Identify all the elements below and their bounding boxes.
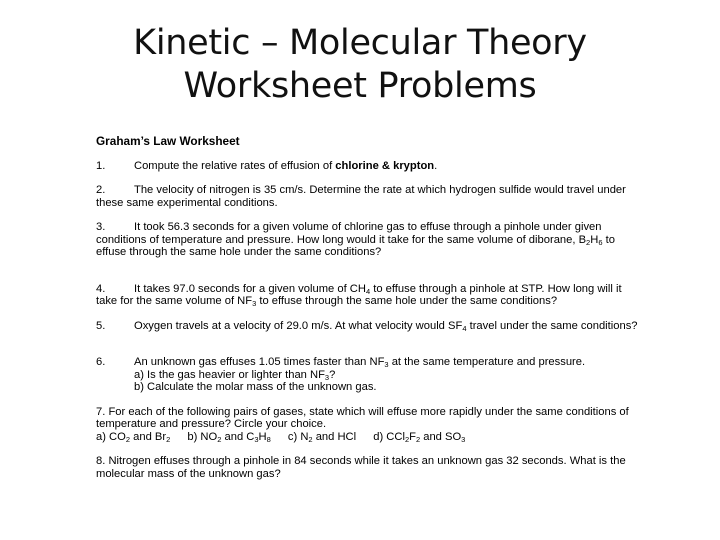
question-text: 8. Nitrogen effuses through a pinhole in 84 seconds while it takes an unknown gas 32 seconds. What is the molecular mass of the unknown gas? bbox=[96, 455, 626, 480]
question-text-end: . bbox=[434, 159, 438, 172]
question-1 bbox=[96, 160, 644, 173]
question-text: travel under the same conditions? bbox=[466, 319, 638, 332]
slide-title-line-2: Worksheet Problems bbox=[183, 66, 537, 106]
question-text: It takes 97.0 seconds for a given volume of CH bbox=[134, 282, 366, 295]
gas-pair-a bbox=[96, 431, 170, 443]
subscript: 3 bbox=[252, 299, 257, 308]
formula-part: H bbox=[258, 430, 267, 443]
question-number: 4. bbox=[96, 282, 106, 295]
question-text: An unknown gas effuses 1.05 times faster than NF bbox=[134, 356, 385, 368]
question-text: The velocity of nitrogen is 35 cm/s. Determine the rate at which hydrogen sulfide would travel under these same experimental conditions. bbox=[96, 184, 626, 209]
question-6 bbox=[96, 356, 644, 394]
subscript: 2 bbox=[586, 237, 591, 247]
question-7 bbox=[96, 406, 644, 444]
question-5 bbox=[96, 320, 644, 333]
question-text: It took 56.3 seconds for a given volume of chlorine gas to effuse through a pinhole under given conditions of temperature and pressure. How long would it take for the same volume of diborane, B bbox=[96, 221, 602, 246]
part-text: a) Is the gas heavier or lighter than NF bbox=[134, 368, 325, 381]
question-number: 3. bbox=[96, 221, 106, 233]
part-text-end: ? bbox=[329, 368, 336, 381]
subscript: 3 bbox=[384, 360, 389, 369]
question-3 bbox=[96, 221, 644, 259]
question-text: to effuse through the same hole under the same conditions? bbox=[256, 295, 558, 307]
subscript: 6 bbox=[598, 237, 603, 247]
part-text: b) Calculate the molar mass of the unknown gas. bbox=[134, 381, 377, 393]
subscript: 4 bbox=[365, 286, 371, 296]
subscript: 3 bbox=[254, 434, 259, 444]
formula-part: F bbox=[409, 430, 416, 443]
question-number: 2. bbox=[96, 184, 106, 196]
formula-part: and C bbox=[221, 430, 255, 443]
subscript: 2 bbox=[125, 434, 131, 444]
question-6-part-a bbox=[96, 369, 644, 382]
slide-title bbox=[0, 22, 720, 108]
question-text: 7. For each of the following pairs of gases, state which will effuse more rapidly under the same conditions of temperature and pressure? Circle your choice. bbox=[96, 405, 629, 430]
question-2 bbox=[96, 184, 644, 209]
formula-part: and Br bbox=[130, 430, 167, 443]
subscript: 2 bbox=[404, 434, 410, 444]
question-text: to effuse through the same hole under the same conditions? bbox=[96, 233, 615, 258]
formula-part: b) NO bbox=[187, 430, 218, 443]
question-text: Oxygen travels at a velocity of 29.0 m/s. At what velocity would SF bbox=[134, 319, 463, 332]
subscript: 3 bbox=[324, 372, 330, 382]
question-text: Compute the relative rates of effusion of bbox=[134, 159, 336, 172]
formula-part: c) N bbox=[287, 430, 309, 443]
formula-part: and SO bbox=[420, 430, 462, 443]
worksheet-heading: Graham’s Law Worksheet bbox=[96, 134, 240, 148]
slide-title-line-1: Kinetic – Molecular Theory bbox=[133, 23, 587, 63]
question-8 bbox=[96, 455, 644, 480]
question-text: at the same temperature and pressure. bbox=[388, 356, 586, 368]
question-text: H bbox=[590, 233, 599, 246]
question-number: 6. bbox=[96, 356, 106, 368]
question-text: to effuse through a pinhole at STP. How long will it take for the same volume of NF bbox=[96, 282, 622, 307]
question-bold-text: chlorine & krypton bbox=[335, 159, 435, 172]
gas-pair-c bbox=[288, 431, 356, 443]
question-number: 1. bbox=[96, 159, 106, 172]
gas-pair-b bbox=[187, 431, 270, 443]
subscript: 4 bbox=[462, 323, 467, 333]
subscript: 3 bbox=[461, 434, 466, 444]
formula-part: a) CO bbox=[96, 430, 126, 443]
worksheet bbox=[96, 135, 644, 492]
question-4 bbox=[96, 283, 644, 308]
subscript: 2 bbox=[217, 434, 222, 444]
subscript: 2 bbox=[166, 434, 171, 444]
subscript: 2 bbox=[415, 434, 421, 444]
gas-pairs bbox=[96, 431, 644, 444]
question-number: 5. bbox=[96, 319, 106, 332]
question-6-part-b bbox=[96, 381, 644, 394]
formula-part: d) CCl bbox=[373, 430, 405, 443]
formula-part: and HCl bbox=[312, 430, 357, 443]
subscript: 2 bbox=[308, 434, 313, 444]
subscript: 8 bbox=[266, 434, 271, 444]
gas-pair-d bbox=[373, 431, 465, 443]
